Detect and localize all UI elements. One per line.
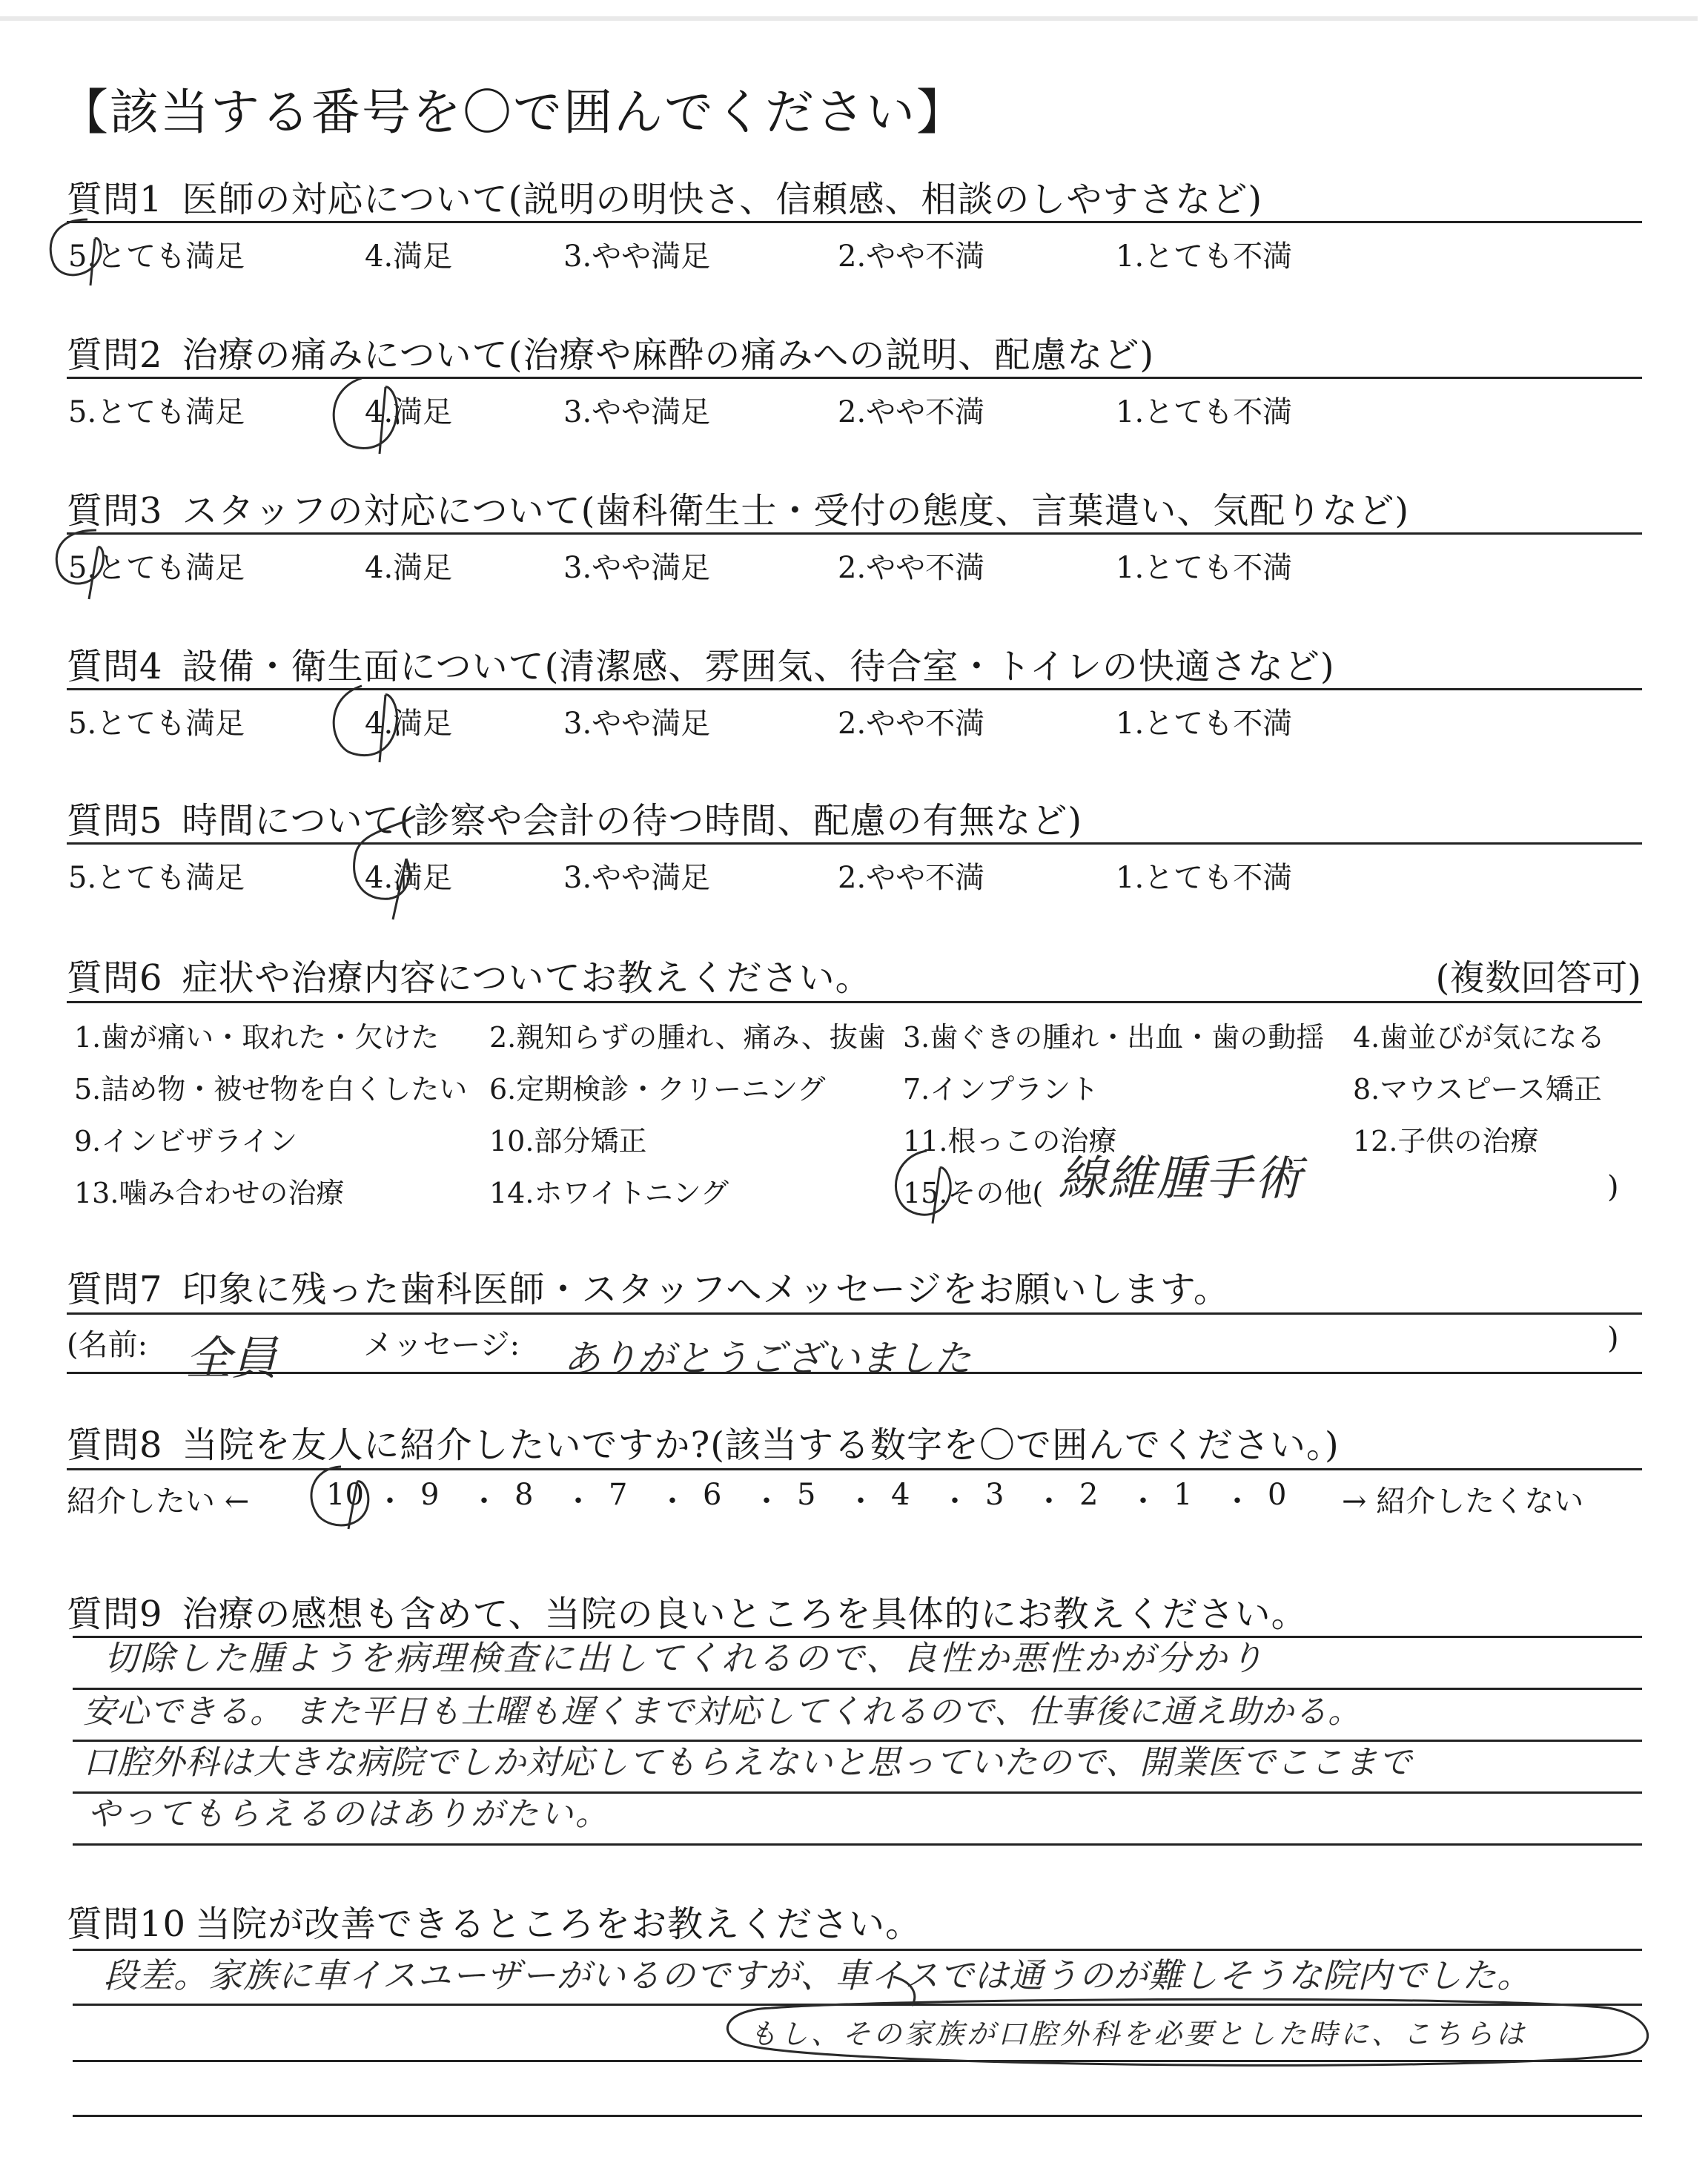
q3-circle-mark <box>56 530 103 599</box>
q4-circle-mark <box>334 686 397 762</box>
q8-right-label: → 紹介したくない <box>1342 1484 1584 1519</box>
q6-item-15[interactable]: 15.その他( <box>903 1177 1044 1209</box>
q8-scale-separator: ・ <box>940 1484 970 1519</box>
q6-item-2[interactable]: 2.親知らずの腫れ、痛み、抜歯 <box>489 1021 886 1054</box>
q7-text: 印象に残った歯科医師・スタッフへメッセージをお願いします。 <box>182 1269 1230 1310</box>
q6-item-9[interactable]: 9.インビザライン <box>74 1125 298 1157</box>
q2-text: 治療の痛みについて(治療や麻酔の痛みへの説明、配慮など) <box>182 334 1155 376</box>
q4-text: 設備・衛生面について(清潔感、雰囲気、待合室・トイレの快適さなど) <box>182 646 1335 687</box>
q5-circle-mark <box>354 816 415 919</box>
q5-option-5[interactable]: 5.とても満足 <box>68 861 245 895</box>
q10-answer-line-1[interactable]: 段差。家族に車イスユーザーがいるのですが、車イスでは通うのが難しそうな院内でした。 <box>104 1955 1532 1995</box>
q2-option-4[interactable]: 4.満足 <box>365 395 453 429</box>
q3-option-3[interactable]: 3.やや満足 <box>563 551 711 585</box>
q8-scale-10[interactable]: 10 <box>326 1478 364 1512</box>
q5-option-4[interactable]: 4.満足 <box>365 861 453 895</box>
q8-scale-separator: ・ <box>1222 1484 1252 1519</box>
q8-scale-separator: ・ <box>375 1484 405 1519</box>
q8-circle-mark <box>311 1467 368 1529</box>
q6-item-3[interactable]: 3.歯ぐきの腫れ・出血・歯の動揺 <box>903 1021 1325 1054</box>
q8-text: 当院を友人に紹介したいですか?(該当する数字を〇で囲んでください。) <box>182 1424 1340 1466</box>
q7-name-value[interactable]: 全員 <box>185 1331 278 1385</box>
q6-item-11[interactable]: 11.根っこの治療 <box>903 1125 1117 1157</box>
q8-scale-separator: ・ <box>846 1484 875 1519</box>
q9-answer-line-4[interactable]: やってもらえるのはありがたい。 <box>87 1795 610 1833</box>
q2-option-3[interactable]: 3.やや満足 <box>563 395 711 429</box>
q2-number: 質問2 <box>67 334 163 376</box>
q8-scale-8[interactable]: 8 <box>514 1478 534 1512</box>
q9-text: 治療の感想も含めて、当院の良いところを具体的にお教えください。 <box>182 1593 1308 1635</box>
q10-text: 当院が改善できるところをお教えください。 <box>195 1903 922 1945</box>
q1-number: 質問1 <box>67 179 163 220</box>
q5-text: 時間について(診察や会計の待つ時間、配慮の有無など) <box>182 800 1083 842</box>
q8-scale-separator: ・ <box>1034 1484 1064 1519</box>
q7-message-value[interactable]: ありがとうございました <box>563 1337 971 1380</box>
q8-scale-separator: ・ <box>752 1484 781 1519</box>
page-heading: 【該当する番号を〇で囲んでください】 <box>59 84 967 141</box>
q9-answer-line-1[interactable]: 切除した腫ようを病理検査に出してくれるので、良性か悪性かが分かり <box>104 1638 1266 1678</box>
q7-number: 質問7 <box>67 1269 163 1310</box>
q8-scale-separator: ・ <box>658 1484 687 1519</box>
q6-item-7[interactable]: 7.インプラント <box>903 1073 1099 1106</box>
q6-item-10[interactable]: 10.部分矯正 <box>489 1125 647 1157</box>
q8-scale-separator: ・ <box>1128 1484 1158 1519</box>
q8-scale-6[interactable]: 6 <box>703 1478 722 1512</box>
q8-scale-9[interactable]: 9 <box>420 1478 440 1512</box>
q1-option-1[interactable]: 1.とても不満 <box>1116 240 1293 274</box>
q6-item-6[interactable]: 6.定期検診・クリーニング <box>489 1073 826 1106</box>
q8-scale-separator: ・ <box>469 1484 499 1519</box>
q1-text: 医師の対応について(説明の明快さ、信頼感、相談のしやすさなど) <box>182 179 1263 220</box>
q9-number: 質問9 <box>67 1593 163 1635</box>
q2-circle-mark <box>334 378 397 454</box>
q1-option-4[interactable]: 4.満足 <box>365 240 453 274</box>
q6-item-14[interactable]: 14.ホワイトニング <box>489 1177 729 1209</box>
q8-number: 質問8 <box>67 1424 163 1466</box>
q6-other-answer[interactable]: 線維腫手術 <box>1059 1152 1303 1206</box>
q4-option-3[interactable]: 3.やや満足 <box>563 707 711 741</box>
q6-item-12[interactable]: 12.子供の治療 <box>1353 1125 1539 1157</box>
q5-option-3[interactable]: 3.やや満足 <box>563 861 711 895</box>
q6-item-1[interactable]: 1.歯が痛い・取れた・欠けた <box>74 1021 440 1054</box>
q2-option-5[interactable]: 5.とても満足 <box>68 395 245 429</box>
q4-option-1[interactable]: 1.とても不満 <box>1116 707 1293 741</box>
q3-option-5[interactable]: 5.とても満足 <box>68 551 245 585</box>
q4-option-4[interactable]: 4.満足 <box>365 707 453 741</box>
q3-option-4[interactable]: 4.満足 <box>365 551 453 585</box>
q10-number: 質問10 <box>67 1903 187 1945</box>
q9-answer-line-3[interactable]: 口腔外科は大きな病院でしか対応してもらえないと思っていたので、開業医でここまで <box>83 1743 1413 1782</box>
q8-scale-5[interactable]: 5 <box>797 1478 816 1512</box>
q1-option-2[interactable]: 2.やや不満 <box>838 240 985 274</box>
q3-option-1[interactable]: 1.とても不満 <box>1116 551 1293 585</box>
q6-item-4[interactable]: 4.歯並びが気になる <box>1353 1021 1606 1054</box>
q3-option-2[interactable]: 2.やや不満 <box>838 551 985 585</box>
q3-text: スタッフの対応について(歯科衛生士・受付の態度、言葉遣い、気配りなど) <box>182 490 1410 532</box>
q6-item-8[interactable]: 8.マウスピース矯正 <box>1353 1073 1602 1106</box>
q7-message-label: メッセージ: <box>363 1328 520 1362</box>
q6-item-5[interactable]: 5.詰め物・被せ物を白くしたい <box>74 1073 468 1106</box>
q7-close: ) <box>1607 1321 1619 1355</box>
q8-scale-2[interactable]: 2 <box>1079 1478 1099 1512</box>
q5-option-2[interactable]: 2.やや不満 <box>838 861 985 895</box>
q3-number: 質問3 <box>67 490 163 532</box>
q5-number: 質問5 <box>67 800 163 842</box>
q6-other-close: ) <box>1607 1170 1619 1204</box>
q6-text: 症状や治療内容についてお教えください。 <box>182 957 872 999</box>
q1-option-3[interactable]: 3.やや満足 <box>563 240 711 274</box>
q5-option-1[interactable]: 1.とても不満 <box>1116 861 1293 895</box>
q8-scale-1[interactable]: 1 <box>1174 1478 1193 1512</box>
q8-scale-4[interactable]: 4 <box>891 1478 910 1512</box>
q10-oval-mark <box>727 1999 1647 2065</box>
q6-item-13[interactable]: 13.噛み合わせの治療 <box>74 1177 345 1209</box>
q4-number: 質問4 <box>67 646 163 687</box>
q7-name-label: (名前: <box>67 1328 148 1362</box>
q8-scale-7[interactable]: 7 <box>609 1478 628 1512</box>
q10-answer-line-2[interactable]: もし、その家族が口腔外科を必要とした時に、こちらは <box>749 2018 1528 2050</box>
q4-option-2[interactable]: 2.やや不満 <box>838 707 985 741</box>
q8-scale-0[interactable]: 0 <box>1268 1478 1287 1512</box>
q8-scale-separator: ・ <box>563 1484 593 1519</box>
q8-left-label: 紹介したい ← <box>67 1484 250 1519</box>
q2-option-1[interactable]: 1.とても不満 <box>1116 395 1293 429</box>
q6-number: 質問6 <box>67 957 163 999</box>
q2-option-2[interactable]: 2.やや不満 <box>838 395 985 429</box>
q9-answer-line-2[interactable]: 安心できる。 また平日も土曜も遅くまで対応してくれるので、仕事後に通え助かる。 <box>83 1693 1362 1731</box>
q1-option-5[interactable]: 5.とても満足 <box>68 240 245 274</box>
q8-scale-3[interactable]: 3 <box>985 1478 1004 1512</box>
q4-option-5[interactable]: 5.とても満足 <box>68 707 245 741</box>
q6-multi-note: (複数回答可) <box>1435 957 1641 999</box>
q1-circle-mark <box>50 219 101 285</box>
q6-circle-mark <box>896 1151 950 1223</box>
